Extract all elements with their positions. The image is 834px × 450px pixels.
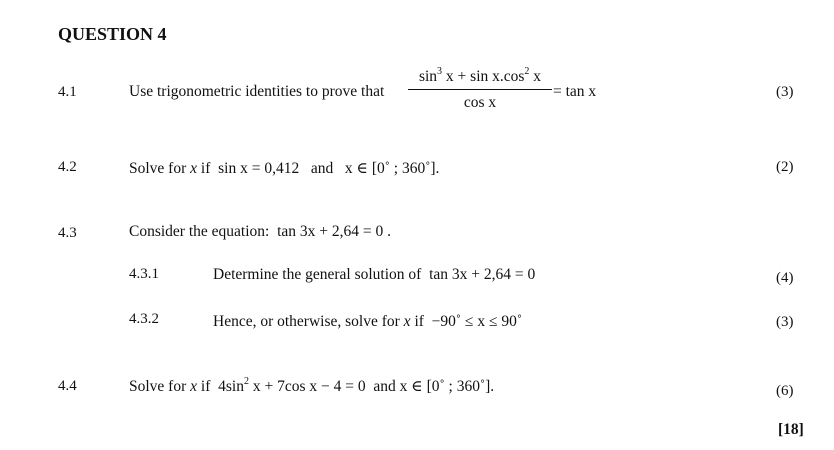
question-4-3-2-variable: x	[403, 313, 411, 330]
question-4-1-marks: (3)	[776, 84, 794, 100]
question-4-3-2-text-b: if	[414, 313, 424, 330]
question-4-2-marks: (2)	[776, 159, 794, 175]
question-4-2-variable: x	[190, 160, 198, 177]
question-4-3-2-text: Hence, or otherwise, solve for	[213, 313, 400, 330]
question-4-3-1-text: Determine the general solution of	[213, 266, 422, 283]
question-4-3-2-range: −90˚ ≤ x ≤ 90˚	[431, 313, 522, 330]
question-4-4-number: 4.4	[58, 378, 77, 394]
fraction-numerator	[408, 68, 552, 89]
question-4-2-text-c: and	[310, 160, 334, 177]
question-4-2-line	[129, 159, 439, 178]
fraction-denominator: cos x	[463, 94, 497, 111]
numerator-part-b: x + sin x.cos	[442, 68, 525, 85]
question-4-1-number: 4.1	[58, 84, 77, 100]
identity-fraction	[408, 68, 552, 112]
question-4-2-text-a: Solve for	[129, 160, 187, 177]
numerator-exponent-b: 2	[524, 66, 530, 77]
question-4-4-line	[129, 377, 494, 396]
question-4-2-number: 4.2	[58, 159, 77, 175]
fraction-bar	[408, 89, 552, 90]
question-4-2-domain: x ∈ [0˚ ; 360˚].	[344, 160, 440, 177]
question-4-3-line	[129, 223, 391, 241]
total-marks: [18]	[778, 421, 804, 438]
equation-part-a: 4sin	[218, 378, 244, 395]
equation-exponent: 2	[243, 376, 249, 387]
question-4-3-text: Consider the equation:	[129, 223, 270, 240]
question-4-4-domain: x ∈ [0˚ ; 360˚].	[399, 378, 495, 395]
question-4-3-2-marks: (3)	[776, 314, 794, 330]
question-4-2-equation: sin x = 0,412	[218, 160, 300, 177]
question-4-3-2-number: 4.3.2	[129, 311, 159, 327]
question-4-2-text-b: if	[200, 160, 211, 177]
question-4-3-equation: tan 3x + 2,64 = 0 .	[277, 223, 392, 240]
numerator-part-c: x	[529, 68, 542, 85]
question-4-4-equation	[218, 378, 365, 395]
equation-part-b: x + 7cos x − 4 = 0	[248, 378, 366, 395]
numerator-part-a: sin	[418, 68, 438, 85]
identity-rhs: = tan x	[553, 83, 597, 100]
question-4-3-1-equation: tan 3x + 2,64 = 0	[429, 266, 536, 283]
question-4-4-text-b: if	[200, 378, 211, 395]
question-4-3-1-number: 4.3.1	[129, 266, 159, 282]
question-4-4-text-c: and	[373, 378, 396, 395]
numerator-exponent-a: 3	[437, 66, 443, 77]
question-4-3-1-marks: (4)	[776, 270, 794, 286]
question-4-4-variable: x	[190, 378, 198, 395]
question-4-3-number: 4.3	[58, 225, 77, 241]
question-4-4-text-a: Solve for	[129, 378, 187, 395]
question-4-4-marks: (6)	[776, 383, 794, 399]
question-4-3-2-line	[213, 313, 522, 331]
question-title: QUESTION 4	[58, 24, 167, 44]
question-4-1-text: Use trigonometric identities to prove that	[129, 83, 385, 100]
question-4-3-1-line	[213, 266, 535, 284]
